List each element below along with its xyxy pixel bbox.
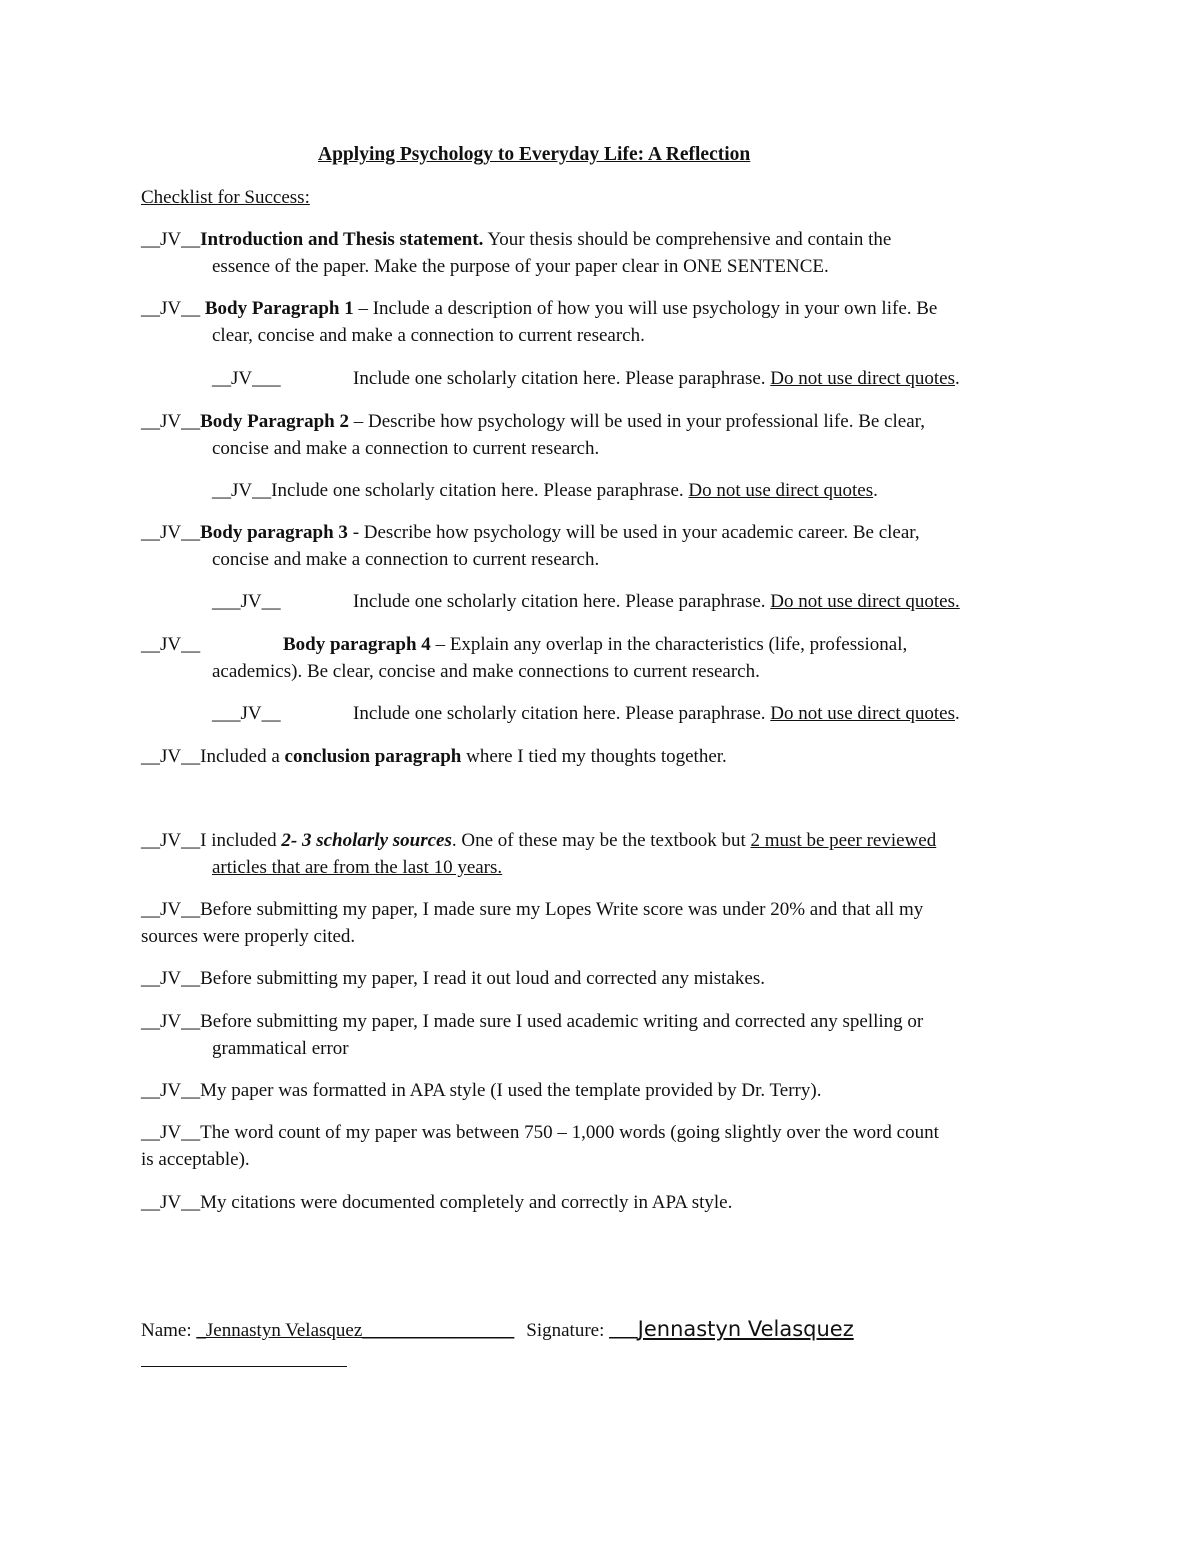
citation-warning: Do not use direct quotes. [770, 591, 960, 612]
check-mark: __JV__ [141, 298, 205, 319]
citation-warning: Do not use direct quotes [770, 368, 955, 389]
checklist-item-introduction [141, 230, 891, 249]
checklist-item-conclusion [141, 747, 727, 766]
signature-pad: ___ [609, 1320, 638, 1341]
checklist-item-body-paragraph-3 [141, 523, 920, 542]
citation-subitem-1 [212, 369, 960, 388]
signature-value: Jennastyn Velasquez [637, 1317, 854, 1341]
checklist-item-academic-writing [141, 1012, 923, 1031]
citation-end: . [873, 480, 878, 501]
item-text-continued: concise and make a connection to current research. [212, 438, 600, 459]
item-text-continued: concise and make a connection to current research. [212, 549, 600, 570]
item-bold-label: Body Paragraph 1 [204, 298, 354, 319]
item-underlined-text: 2 must be peer reviewed [750, 830, 937, 851]
document-title: Applying Psychology to Everyday Life: A Reflection [318, 144, 751, 165]
name-label: Name: [141, 1320, 197, 1341]
check-mark: __JV__ [141, 411, 201, 432]
citation-text: Include one scholarly citation here. Please paraphrase. [271, 480, 689, 501]
item-text: My citations were documented completely and correctly in APA style. [200, 1192, 733, 1213]
item-text: – Include a description of how you will use psychology in your own life. Be [353, 298, 938, 319]
checklist-item-sources [141, 831, 936, 850]
item-text: . One of these may be the textbook but [451, 830, 751, 851]
check-mark: __JV___ [212, 368, 281, 389]
citation-end: . [954, 368, 960, 389]
check-mark: __JV__ [141, 968, 201, 989]
signature-rule [141, 1366, 347, 1367]
item-text-continued: grammatical error [212, 1038, 349, 1059]
checklist-item-citations [141, 1193, 732, 1212]
item-text: Before submitting my paper, I read it out loud and corrected any mistakes. [200, 968, 765, 989]
item-text: Before submitting my paper, I made sure my Lopes Write score was under 20% and that all my [200, 899, 924, 920]
item-bold-label: conclusion paragraph [284, 746, 462, 767]
item-text: – Explain any overlap in the characteristics (life, professional, [430, 634, 908, 655]
check-mark: ___JV__ [212, 591, 281, 612]
checklist-item-read-aloud [141, 969, 765, 988]
check-mark: __JV__ [141, 1122, 201, 1143]
item-text: - Describe how psychology will be used in your academic career. Be clear, [347, 522, 920, 543]
check-mark: __JV__ [141, 1011, 201, 1032]
item-bold-label: Body paragraph 4 [283, 634, 431, 655]
check-mark: __JV__ [141, 830, 201, 851]
checklist-item-apa-format [141, 1081, 821, 1100]
checklist-item-body-paragraph-1 [141, 299, 937, 318]
check-mark: __JV__ [212, 480, 272, 501]
check-mark: __JV__ [141, 229, 201, 250]
checklist-item-body-paragraph-4 [141, 635, 907, 654]
item-text-continued: academics). Be clear, concise and make connections to current research. [212, 661, 760, 682]
citation-text: Include one scholarly citation here. Please paraphrase. [353, 368, 771, 389]
item-text: The word count of my paper was between 750 – 1,000 words (going slightly over the word count [200, 1122, 939, 1143]
name-signature-line [141, 1319, 854, 1340]
signature-label: Signature: [526, 1320, 610, 1341]
item-text: I included [200, 830, 282, 851]
item-text: Before submitting my paper, I made sure I used academic writing and corrected any spelling or [200, 1011, 924, 1032]
check-mark: __JV__ [141, 1080, 201, 1101]
item-text-continued: sources were properly cited. [141, 926, 356, 947]
citation-subitem-4 [212, 704, 960, 723]
item-bold-label: Body Paragraph 2 [200, 411, 349, 432]
name-value: _Jennastyn Velasquez________________ [196, 1320, 515, 1341]
check-mark: __JV__ [141, 899, 201, 920]
item-underlined-text-continued: articles that are from the last 10 years. [212, 857, 503, 878]
item-text: Included a [200, 746, 285, 767]
citation-subitem-3 [212, 592, 960, 611]
item-text: My paper was formatted in APA style (I used the template provided by Dr. Terry). [200, 1080, 822, 1101]
checklist-item-body-paragraph-2 [141, 412, 925, 431]
item-text: – Describe how psychology will be used in your professional life. Be clear, [348, 411, 925, 432]
check-mark: __JV__ [141, 1192, 201, 1213]
citation-end: . [954, 703, 960, 724]
checklist-heading: Checklist for Success: [141, 187, 310, 208]
item-bold-label: Body paragraph 3 [200, 522, 348, 543]
checklist-item-word-count [141, 1123, 939, 1142]
item-bold-label: Introduction and Thesis statement. [200, 229, 484, 250]
item-text: where I tied my thoughts together. [461, 746, 727, 767]
checklist-item-lopes-write [141, 900, 923, 919]
item-text-continued: essence of the paper. Make the purpose of your paper clear in ONE SENTENCE. [212, 256, 829, 277]
citation-text: Include one scholarly citation here. Please paraphrase. [353, 703, 771, 724]
check-mark: __JV__ [141, 746, 201, 767]
check-mark: ___JV__ [212, 703, 281, 724]
item-bold-italic-label: 2- 3 scholarly sources [281, 830, 452, 851]
check-mark: __JV__ [141, 522, 201, 543]
item-text-continued: clear, concise and make a connection to current research. [212, 325, 645, 346]
item-text: Your thesis should be comprehensive and contain the [483, 229, 892, 250]
citation-subitem-2 [212, 481, 878, 500]
citation-text: Include one scholarly citation here. Please paraphrase. [353, 591, 771, 612]
item-text-continued: is acceptable). [141, 1149, 250, 1170]
check-mark: __JV__ [141, 634, 201, 655]
citation-warning: Do not use direct quotes [688, 480, 874, 501]
citation-warning: Do not use direct quotes [770, 703, 955, 724]
